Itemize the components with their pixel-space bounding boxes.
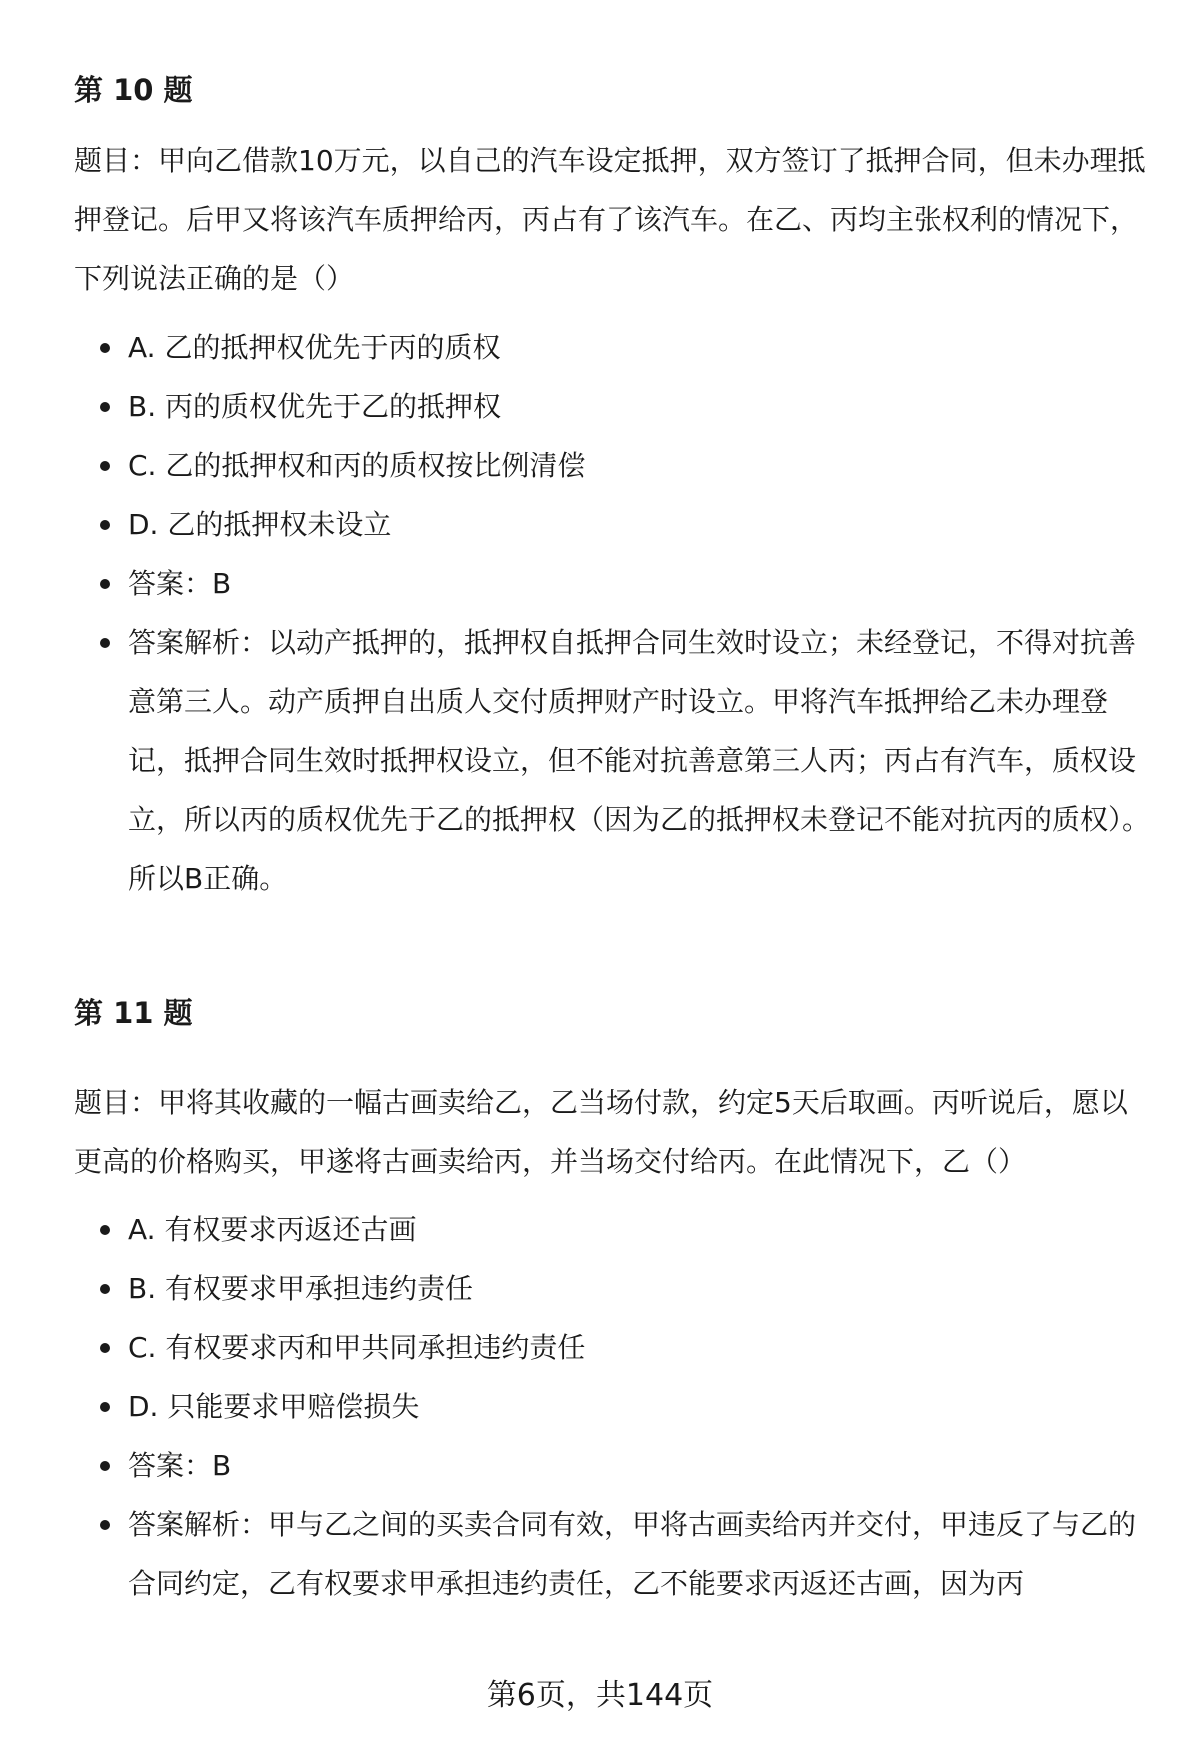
question-11-option-a: A. 有权要求丙返还古画 (128, 1200, 1158, 1259)
bullet-icon (100, 1225, 110, 1235)
bullet-icon (100, 1461, 110, 1471)
question-11-analysis: 答案解析：甲与乙之间的买卖合同有效，甲将古画卖给丙并交付，甲违反了与乙的合同约定，乙有权要求甲承担违约责任，乙不能要求丙返还古画，因为丙 (128, 1495, 1158, 1613)
question-10-analysis: 答案解析：以动产抵押的，抵押权自抵押合同生效时设立；未经登记，不得对抗善意第三人。动产质押自出质人交付质押财产时设立。甲将汽车抵押给乙未办理登记，抵押合同生效时抵押权设立，但不能对抗善意第三人丙；丙占有汽车，质权设立，所以丙的质权优先于乙的抵押权（因为乙的抵押权未登记不能对抗丙的质权）。所以B正确。 (128, 613, 1158, 908)
bullet-icon (100, 402, 110, 412)
bullet-icon (100, 638, 110, 648)
question-11-stem: 题目：甲将其收藏的一幅古画卖给乙，乙当场付款，约定5天后取画。丙听说后，愿以更高的价格购买，甲遂将古画卖给丙，并当场交付给丙。在此情况下，乙（） (74, 1086, 1128, 1178)
question-10-option-c: C. 乙的抵押权和丙的质权按比例清偿 (128, 436, 1158, 495)
question-11-heading: 第 11 题 (74, 996, 193, 1030)
bullet-icon (100, 1284, 110, 1294)
question-11-answer: 答案：B (128, 1436, 1158, 1495)
question-10-option-b: B. 丙的质权优先于乙的抵押权 (128, 377, 1158, 436)
question-11-options (128, 1200, 1158, 1613)
question-10-option-d: D. 乙的抵押权未设立 (128, 495, 1158, 554)
question-10-answer: 答案：B (128, 554, 1158, 613)
bullet-icon (100, 520, 110, 530)
question-10-heading: 第 10 题 (74, 73, 193, 107)
question-11-option-d: D. 只能要求甲赔偿损失 (128, 1377, 1158, 1436)
question-11-option-b: B. 有权要求甲承担违约责任 (128, 1259, 1158, 1318)
bullet-icon (100, 579, 110, 589)
question-10-options (128, 318, 1158, 908)
question-10-option-a: A. 乙的抵押权优先于丙的质权 (128, 318, 1158, 377)
bullet-icon (100, 343, 110, 353)
bullet-icon (100, 461, 110, 471)
question-11-option-c: C. 有权要求丙和甲共同承担违约责任 (128, 1318, 1158, 1377)
bullet-icon (100, 1402, 110, 1412)
bullet-icon (100, 1520, 110, 1530)
bullet-icon (100, 1343, 110, 1353)
page-number-footer: 第6页，共144页 (486, 1678, 714, 1713)
question-10-stem: 题目：甲向乙借款10万元，以自己的汽车设定抵押，双方签订了抵押合同，但未办理抵押登记。后甲又将该汽车质押给丙，丙占有了该汽车。在乙、丙均主张权利的情况下，下列说法正确的是（） (74, 144, 1146, 295)
